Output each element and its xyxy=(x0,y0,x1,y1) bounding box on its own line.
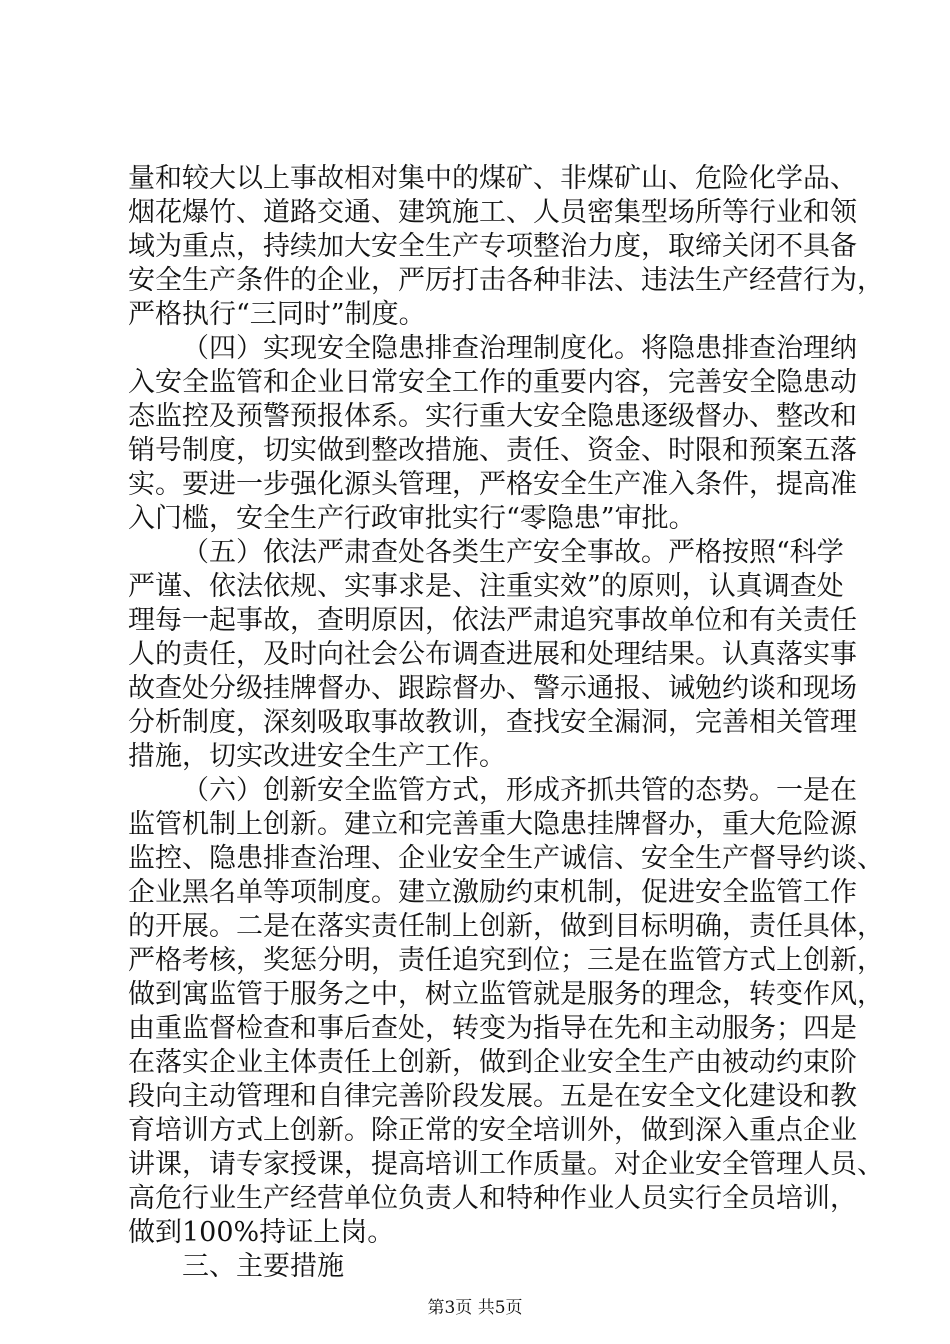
body-line-13: 严谨、依法依规、实事求是、注重实效”的原则，认真调查处 xyxy=(128,571,844,602)
body-line-9: 销号制度，切实做到整改措施、责任、资金、时限和预案五落 xyxy=(128,435,857,466)
body-line-20: 监管机制上创新。建立和完善重大隐患挂牌督办，重大危险源 xyxy=(128,809,857,840)
body-line-24: 严格考核，奖惩分明，责任追究到位；三是在监管方式上创新， xyxy=(128,945,884,976)
body-line-4: 安全生产条件的企业，严厉打击各种非法、违法生产经营行为， xyxy=(128,265,884,296)
body-line-10: 实。要进一步强化源头管理，严格安全生产准入条件，提高准 xyxy=(128,469,857,500)
body-line-27: 在落实企业主体责任上创新，做到企业安全生产由被动约束阶 xyxy=(128,1047,857,1078)
body-line-32: 做到100%持证上岗。 xyxy=(128,1217,395,1248)
body-line-28: 段向主动管理和自律完善阶段发展。五是在安全文化建设和教 xyxy=(128,1081,857,1112)
body-line-1: 量和较大以上事故相对集中的煤矿、非煤矿山、危险化学品、 xyxy=(128,163,857,194)
body-line-11: 入门槛，安全生产行政审批实行“零隐患”审批。 xyxy=(128,503,696,534)
body-line-3: 域为重点，持续加大安全生产专项整治力度，取缔关闭不具备 xyxy=(128,231,857,262)
body-line-5: 严格执行“三同时”制度。 xyxy=(128,299,426,330)
page-number-footer: 第3页 共5页 xyxy=(427,1298,523,1318)
section-six-heading-line: （六）创新安全监管方式，形成齐抓共管的态势。一是在 xyxy=(182,775,857,806)
body-line-22: 企业黑名单等项制度。建立激励约束机制，促进安全监管工作 xyxy=(128,877,857,908)
body-line-8: 态监控及预警预报体系。实行重大安全隐患逐级督办、整改和 xyxy=(128,401,857,432)
body-line-7: 入安全监管和企业日常安全工作的重要内容，完善安全隐患动 xyxy=(128,367,857,398)
section-four-heading-line: （四）实现安全隐患排查治理制度化。将隐患排查治理纳 xyxy=(182,333,857,364)
body-line-21: 监控、隐患排查治理、企业安全生产诚信、安全生产督导约谈、 xyxy=(128,843,884,874)
body-line-29: 育培训方式上创新。除正常的安全培训外，做到深入重点企业 xyxy=(128,1115,857,1146)
body-line-15: 人的责任，及时向社会公布调查进展和处理结果。认真落实事 xyxy=(128,639,857,670)
section-five-heading-line: （五）依法严肃查处各类生产安全事故。严格按照“科学 xyxy=(182,537,844,568)
body-line-31: 高危行业生产经营单位负责人和特种作业人员实行全员培训， xyxy=(128,1183,857,1214)
body-line-25: 做到寓监管于服务之中，树立监管就是服务的理念，转变作风， xyxy=(128,979,884,1010)
body-line-2: 烟花爆竹、道路交通、建筑施工、人员密集型场所等行业和领 xyxy=(128,197,857,228)
body-line-18: 措施，切实改进安全生产工作。 xyxy=(128,741,506,772)
body-line-17: 分析制度，深刻吸取事故教训，查找安全漏洞，完善相关管理 xyxy=(128,707,857,738)
body-line-30: 讲课，请专家授课，提高培训工作质量。对企业安全管理人员、 xyxy=(128,1149,884,1180)
body-line-14: 理每一起事故，查明原因，依法严肃追究事故单位和有关责任 xyxy=(128,605,857,636)
body-line-26: 由重监督检查和事后查处，转变为指导在先和主动服务；四是 xyxy=(128,1013,857,1044)
section-three-heading: 三、主要措施 xyxy=(182,1251,344,1282)
body-line-23: 的开展。二是在落实责任制上创新，做到目标明确，责任具体， xyxy=(128,911,884,942)
body-line-16: 故查处分级挂牌督办、跟踪督办、警示通报、诫勉约谈和现场 xyxy=(128,673,857,704)
